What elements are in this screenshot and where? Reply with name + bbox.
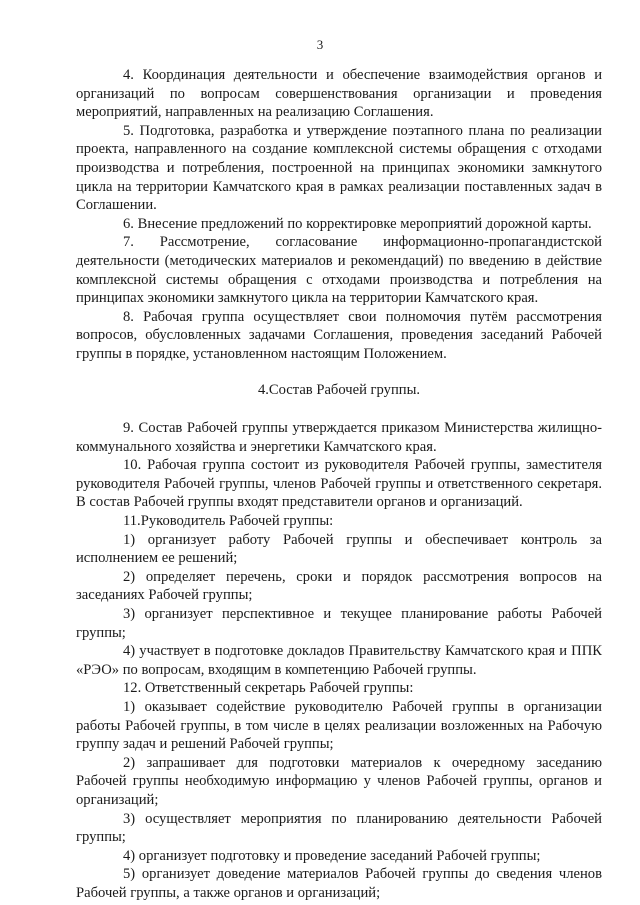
paragraph-item-12-5: 5) организует доведение материалов Рабочей группы до сведения членов Рабочей группы, а также органов и организаций; <box>76 866 602 901</box>
paragraph-item-9: 9. Состав Рабочей группы утверждается приказом Министерства жилищно-коммунального хозяйства и энергетики Камчатского края. <box>76 420 602 455</box>
paragraph-item-12: 12. Ответственный секретарь Рабочей группы: <box>123 680 414 697</box>
paragraph-item-7: 7. Рассмотрение, согласование информационно-пропагандистской деятельности (методических материалов и рекомендаций) по введению в действие комплексной системы обращения с отходами производства и потребления на принципах экономики замкнутого цикла на территории Камчатского края. <box>76 234 602 307</box>
paragraph-item-11: 11.Руководитель Рабочей группы: <box>123 513 334 530</box>
paragraph-item-6: 6. Внесение предложений по корректировке мероприятий дорожной карты. <box>123 215 592 232</box>
paragraph-item-11-4: 4) участвует в подготовке докладов Правительству Камчатского края и ППК «РЭО» по вопросам, входящим в компетенцию Рабочей группы. <box>76 643 602 678</box>
paragraph-item-5: 5. Подготовка, разработка и утверждение поэтапного плана по реализации проекта, направленного на создание комплексной системы обращения с отходами производства и потребления, построенной на принципах экономики замкнутого цикла на территории Камчатского края в рамках реализации поставленных задач в Соглашении. <box>76 122 602 214</box>
paragraph-item-11-3: 3) организует перспективное и текущее планирование работы Рабочей группы; <box>76 606 602 641</box>
paragraph-item-11-1: 1) организует работу Рабочей группы и обеспечивает контроль за исполнением ее решений; <box>76 531 602 567</box>
paragraph-item-4: 4. Координация деятельности и обеспечение взаимодействия органов и организаций по вопросам совершенствования организации и проведения мероприятий, направленных на реализацию Соглашения. <box>76 67 602 121</box>
section-heading: 4.Состав Рабочей группы. <box>257 381 421 398</box>
paragraph-item-12-3: 3) осуществляет мероприятия по планированию деятельности Рабочей группы; <box>76 810 602 846</box>
paragraph-item-10: 10. Рабочая группа состоит из руководителя Рабочей группы, заместителя руководителя Рабочей группы, членов Рабочей группы и ответственного секретаря. В состав Рабочей группы входят представители органов и организаций. <box>76 457 602 511</box>
paragraph-item-8: 8. Рабочая группа осуществляет свои полномочия путём рассмотрения вопросов, обусловленных задачами Соглашения, проведения заседаний Рабочей группы в порядке, установленном настоящим Положением. <box>76 308 602 362</box>
paragraph-item-12-2: 2) запрашивает для подготовки материалов к очередному заседанию Рабочей группы необходимую информацию у членов Рабочей группы, органов и организаций; <box>76 754 602 808</box>
page-number: 3 <box>316 37 324 52</box>
document-body <box>76 66 602 903</box>
paragraph-item-11-2: 2) определяет перечень, сроки и порядок рассмотрения вопросов на заседаниях Рабочей группы; <box>76 568 602 604</box>
paragraph-item-12-4: 4) организует подготовку и проведение заседаний Рабочей группы; <box>123 847 541 864</box>
paragraph-item-12-1: 1) оказывает содействие руководителю Рабочей группы в организации работы Рабочей группы, в том числе в целях реализации возложенных на Рабочую группу задач и решений Рабочей группы; <box>76 699 602 753</box>
